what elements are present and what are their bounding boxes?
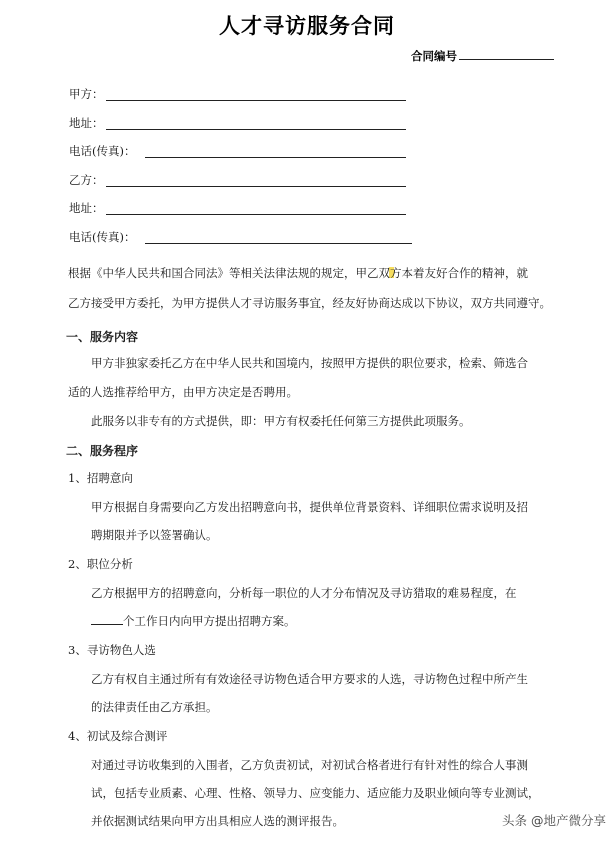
- item-2-line-2-wrap: [91, 613, 296, 629]
- item-1-line-1: 甲方根据自身需要向乙方发出招聘意向书，提供单位背景资料、详细职位需求说明及招: [91, 500, 528, 514]
- address-b-blank: [106, 214, 406, 215]
- section-1-p1-line-1: 甲方非独家委托乙方在中华人民共和国境内，按照甲方提供的职位要求，检索、筛选合: [91, 356, 528, 370]
- item-1-title: 1、招聘意向: [68, 471, 133, 485]
- watermark: 头条 @地产微分享: [502, 813, 606, 828]
- phone-b-field: [69, 229, 135, 245]
- party-b-field: [69, 172, 104, 188]
- contract-number-label: 合同编号: [411, 49, 457, 63]
- days-blank: [91, 614, 123, 625]
- address-a-field: [69, 115, 104, 131]
- party-a-blank: [106, 100, 406, 101]
- item-3-line-1: 乙方有权自主通过所有有效途径寻访物色适合甲方要求的人选，寻访物色过程中所产生: [91, 672, 528, 686]
- phone-a-label: 电话(传真)：: [69, 144, 136, 158]
- intro-line-2: 乙方接受甲方委托，为甲方提供人才寻访服务事宜，经友好协商达成以下协议，双方共同遵守。: [68, 296, 551, 310]
- address-b-label: 地址：: [69, 201, 104, 215]
- intro-line-1: 根据《中华人民共和国合同法》等相关法律法规的规定，甲乙双方本着友好合作的精神，就: [68, 266, 528, 280]
- address-a-label: 地址：: [69, 116, 104, 130]
- item-2-line-1: 乙方根据甲方的招聘意向，分析每一职位的人才分布情况及寻访猎取的难易程度，在: [91, 586, 517, 600]
- contract-number-blank: [459, 47, 554, 60]
- item-4-line-2: 试，包括专业质素、心理、性格、领导力、应变能力、适应能力及职业倾向等专业测试，: [91, 786, 540, 800]
- item-3-line-2: 的法律责任由乙方承担。: [91, 700, 218, 714]
- item-4-line-1: 对通过寻访收集到的入围者，乙方负责初试，对初试合格者进行有针对性的综合人事测: [91, 758, 528, 772]
- party-b-label: 乙方：: [69, 173, 104, 187]
- section-1-p2: 此服务以非专有的方式提供，即：甲方有权委托任何第三方提供此项服务。: [91, 414, 471, 428]
- phone-a-blank: [145, 157, 406, 158]
- phone-b-label: 电话(传真)：: [69, 230, 136, 244]
- party-a-label: 甲方：: [69, 87, 104, 101]
- item-2-title: 2、职位分析: [68, 557, 133, 571]
- item-3-title: 3、寻访物色人选: [68, 643, 156, 657]
- item-2-line-2: 个工作日内向甲方提出招聘方案。: [123, 614, 296, 628]
- section-1-heading: 一、服务内容: [66, 330, 139, 344]
- item-4-line-3: 并依据测试结果向甲方出具相应人选的测评报告。: [91, 814, 344, 828]
- party-b-blank: [106, 186, 406, 187]
- contract-number: [411, 47, 554, 64]
- section-2-heading: 二、服务程序: [66, 444, 139, 458]
- section-1-p1-line-2: 适的人选推荐给甲方，由甲方决定是否聘用。: [68, 385, 298, 399]
- phone-a-field: [69, 143, 135, 159]
- party-a-field: [69, 86, 104, 102]
- document-title: 人才寻访服务合同: [219, 14, 395, 38]
- address-b-field: [69, 200, 104, 216]
- item-4-title: 4、初试及综合测评: [68, 729, 168, 743]
- address-a-blank: [106, 129, 406, 130]
- phone-b-blank: [145, 243, 412, 244]
- item-1-line-2: 聘期限并予以签署确认。: [91, 528, 218, 542]
